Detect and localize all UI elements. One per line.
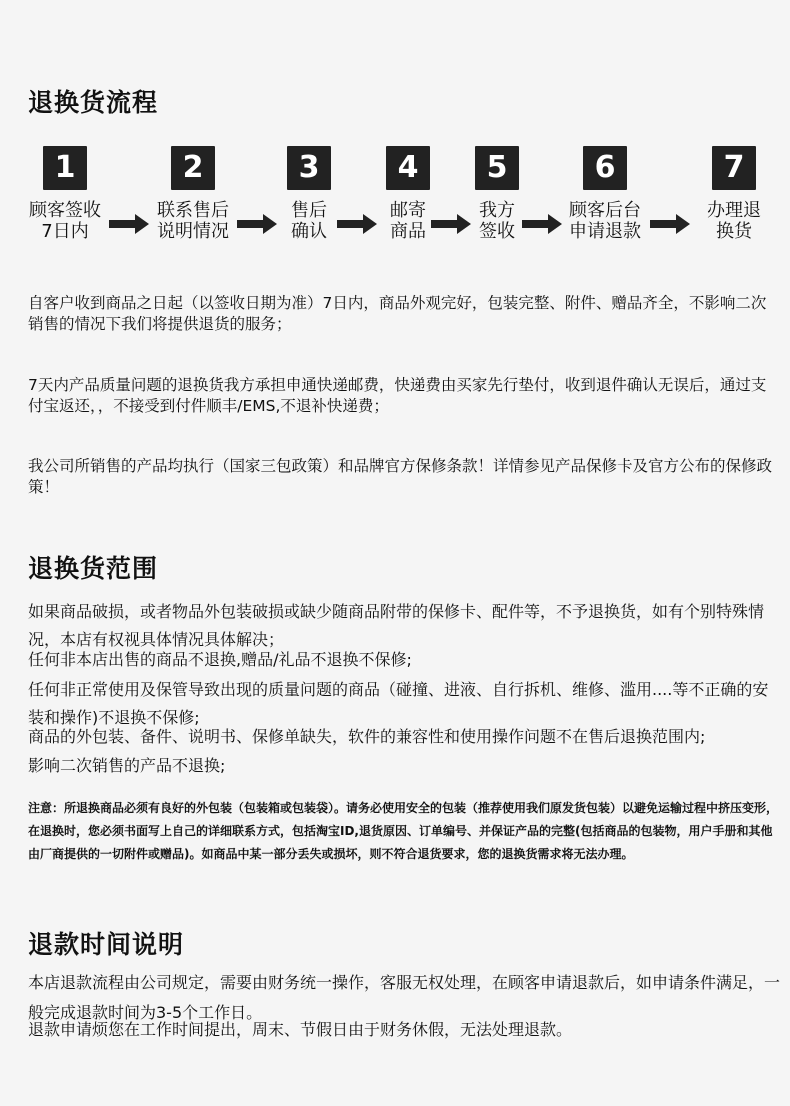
scope-item: 如果商品破损，或者物品外包装破损或缺少随商品附带的保修卡、配件等，不予退换货，如有个别特殊情况，本店有权视具体情况具体解决； (28, 602, 765, 649)
step-label: 办理退 换货 (707, 200, 761, 242)
step-number: 4 (386, 146, 430, 190)
step-number: 1 (43, 146, 87, 190)
step-6 (555, 146, 655, 242)
notice-text: 注意：所退换商品必须有良好的外包装（包装箱或包装袋）。请务必使用安全的包装（推荐使用我们原发货包装）以避免运输过程中挤压变形，在退换时，您必须书面写上自己的详细联系方式，包括淘宝ID,退货原因、订单编号、并保证产品的完整(包括商品的包装物，用户手册和其他由厂商提供的一切附件或赠品)。如商品中某一部分丢失或损坏，则不符合退货要求，您的退换货需求将无法办理。 (28, 801, 779, 861)
policy-paragraph: 7天内产品质量问题的退换货我方承担申通快递邮费，快递费由买家先行垫付，收到退件确认无误后，通过支付宝返还，，不接受到付件顺丰/EMS,不退补快递费； (28, 376, 767, 415)
step-label: 售后 确认 (291, 200, 327, 242)
step-label: 顾客后台 申请退款 (569, 200, 641, 242)
step-label: 邮寄 商品 (390, 200, 426, 242)
section-title-refund-time: 退款时间说明 (28, 930, 185, 959)
scope-item: 商品的外包装、备件、说明书、保修单缺失，软件的兼容性和使用操作问题不在售后退换范围内; (28, 727, 706, 746)
policy-paragraph: 自客户收到商品之日起（以签收日期为准）7日内，商品外观完好，包装完整、附件、赠品齐全，不影响二次销售的情况下我们将提供退货的服务； (28, 294, 767, 333)
step-7 (684, 146, 784, 242)
scope-item: 影响二次销售的产品不退换; (28, 756, 226, 775)
step-label: 我方 签收 (479, 200, 515, 242)
step-number: 7 (712, 146, 756, 190)
step-label: 联系售后 说明情况 (157, 200, 229, 242)
step-number: 6 (583, 146, 627, 190)
step-number: 3 (287, 146, 331, 190)
step-1 (15, 146, 115, 242)
return-process-steps (0, 146, 790, 256)
refund-paragraph: 退款申请烦您在工作时间提出，周末、节假日由于财务休假，无法处理退款。 (28, 1020, 573, 1039)
step-number: 5 (475, 146, 519, 190)
scope-item: 任何非正常使用及保管导致出现的质量问题的商品（碰撞、进液、自行拆机、维修、滥用....等不正确的安装和操作)不退换不保修; (28, 680, 769, 727)
refund-paragraph: 本店退款流程由公司规定，需要由财务统一操作，客服无权处理，在顾客申请退款后，如申请条件满足，一般完成退款时间为3-5个工作日。 (28, 973, 781, 1022)
section-title-return-process: 退换货流程 (28, 88, 159, 117)
section-title-return-scope: 退换货范围 (28, 554, 159, 583)
step-2 (143, 146, 243, 242)
step-label: 顾客签收 7日内 (29, 200, 101, 242)
scope-item: 任何非本店出售的商品不退换,赠品/礼品不退换不保修; (28, 650, 412, 669)
step-number: 2 (171, 146, 215, 190)
policy-paragraph: 我公司所销售的产品均执行（国家三包政策）和品牌官方保修条款！详情参见产品保修卡及官方公布的保修政策！ (28, 457, 773, 496)
